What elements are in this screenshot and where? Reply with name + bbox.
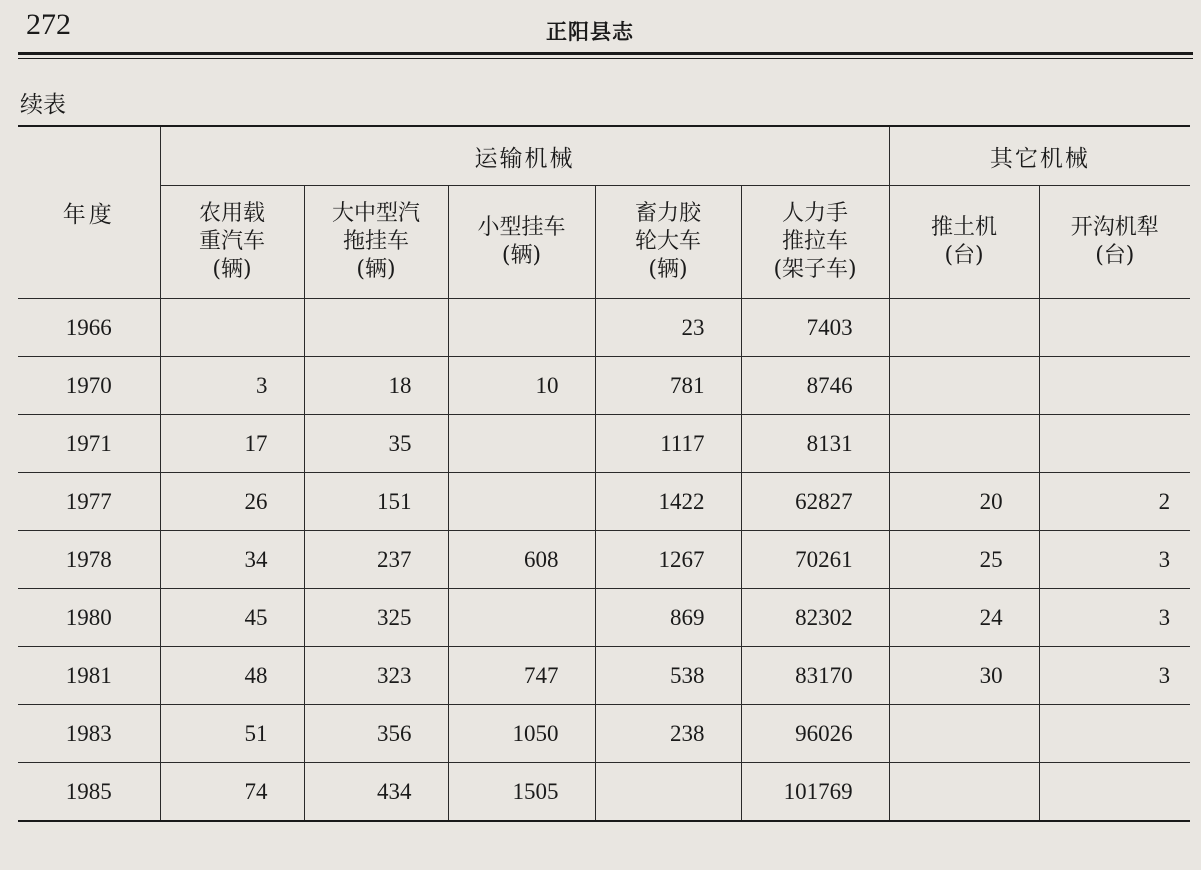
value-cell: 1505 <box>448 763 595 822</box>
value-cell: 7403 <box>741 299 889 357</box>
column-header: 开沟机犁 (台) <box>1039 186 1190 299</box>
value-cell: 96026 <box>741 705 889 763</box>
value-cell: 1050 <box>448 705 595 763</box>
value-cell: 608 <box>448 531 595 589</box>
value-cell <box>889 357 1039 415</box>
value-cell: 2 <box>1039 473 1190 531</box>
value-cell <box>889 705 1039 763</box>
value-cell <box>1039 357 1190 415</box>
value-cell <box>304 299 448 357</box>
year-cell: 1980 <box>18 589 160 647</box>
group-header-transport: 运输机械 <box>160 126 889 186</box>
value-cell: 30 <box>889 647 1039 705</box>
column-header: 农用载 重汽车 (辆) <box>160 186 304 299</box>
year-cell: 1966 <box>18 299 160 357</box>
value-cell <box>889 415 1039 473</box>
value-cell: 101769 <box>741 763 889 822</box>
value-cell: 538 <box>595 647 741 705</box>
value-cell: 10 <box>448 357 595 415</box>
value-cell <box>448 299 595 357</box>
year-header: 年度 <box>18 126 160 299</box>
year-cell: 1971 <box>18 415 160 473</box>
value-cell <box>595 763 741 822</box>
column-header: 畜力胶 轮大车 (辆) <box>595 186 741 299</box>
table-body <box>18 299 1190 822</box>
value-cell: 325 <box>304 589 448 647</box>
value-cell: 26 <box>160 473 304 531</box>
value-cell: 70261 <box>741 531 889 589</box>
value-cell: 237 <box>304 531 448 589</box>
table-row <box>18 589 1190 647</box>
value-cell <box>1039 763 1190 822</box>
value-cell: 24 <box>889 589 1039 647</box>
value-cell: 48 <box>160 647 304 705</box>
year-cell: 1978 <box>18 531 160 589</box>
table-row <box>18 415 1190 473</box>
group-header-other: 其它机械 <box>889 126 1190 186</box>
value-cell: 18 <box>304 357 448 415</box>
value-cell: 323 <box>304 647 448 705</box>
value-cell: 1117 <box>595 415 741 473</box>
value-cell <box>1039 705 1190 763</box>
column-header: 人力手 推拉车 (架子车) <box>741 186 889 299</box>
value-cell <box>889 763 1039 822</box>
value-cell <box>160 299 304 357</box>
value-cell <box>448 589 595 647</box>
value-cell: 45 <box>160 589 304 647</box>
value-cell: 1422 <box>595 473 741 531</box>
value-cell <box>889 299 1039 357</box>
year-cell: 1985 <box>18 763 160 822</box>
year-cell: 1977 <box>18 473 160 531</box>
table-row <box>18 647 1190 705</box>
value-cell: 17 <box>160 415 304 473</box>
header-rule <box>18 52 1193 55</box>
value-cell: 62827 <box>741 473 889 531</box>
value-cell: 8746 <box>741 357 889 415</box>
value-cell: 82302 <box>741 589 889 647</box>
value-cell: 34 <box>160 531 304 589</box>
running-title: 正阳县志 <box>546 19 634 44</box>
value-cell: 51 <box>160 705 304 763</box>
column-header: 大中型汽 拖挂车 (辆) <box>304 186 448 299</box>
value-cell: 35 <box>304 415 448 473</box>
table-row <box>18 357 1190 415</box>
value-cell: 8131 <box>741 415 889 473</box>
value-cell: 3 <box>1039 647 1190 705</box>
table-row <box>18 763 1190 822</box>
table-row <box>18 705 1190 763</box>
value-cell <box>1039 299 1190 357</box>
value-cell: 747 <box>448 647 595 705</box>
header-rule-thin <box>18 58 1193 59</box>
value-cell: 869 <box>595 589 741 647</box>
column-header: 推土机 (台) <box>889 186 1039 299</box>
statistics-table <box>18 125 1190 822</box>
value-cell: 23 <box>595 299 741 357</box>
value-cell: 25 <box>889 531 1039 589</box>
value-cell: 434 <box>304 763 448 822</box>
year-cell: 1981 <box>18 647 160 705</box>
table-row <box>18 531 1190 589</box>
year-cell: 1983 <box>18 705 160 763</box>
table-header <box>18 126 1190 299</box>
table-row <box>18 473 1190 531</box>
value-cell <box>448 473 595 531</box>
value-cell: 781 <box>595 357 741 415</box>
value-cell <box>448 415 595 473</box>
value-cell: 238 <box>595 705 741 763</box>
value-cell: 83170 <box>741 647 889 705</box>
page-number: 272 <box>26 8 71 41</box>
value-cell: 3 <box>1039 531 1190 589</box>
value-cell: 151 <box>304 473 448 531</box>
column-header: 小型挂车 (辆) <box>448 186 595 299</box>
value-cell: 356 <box>304 705 448 763</box>
value-cell: 20 <box>889 473 1039 531</box>
value-cell: 74 <box>160 763 304 822</box>
table-row <box>18 299 1190 357</box>
continued-label: 续表 <box>20 92 66 118</box>
value-cell: 3 <box>1039 589 1190 647</box>
year-cell: 1970 <box>18 357 160 415</box>
value-cell: 1267 <box>595 531 741 589</box>
value-cell: 3 <box>160 357 304 415</box>
value-cell <box>1039 415 1190 473</box>
